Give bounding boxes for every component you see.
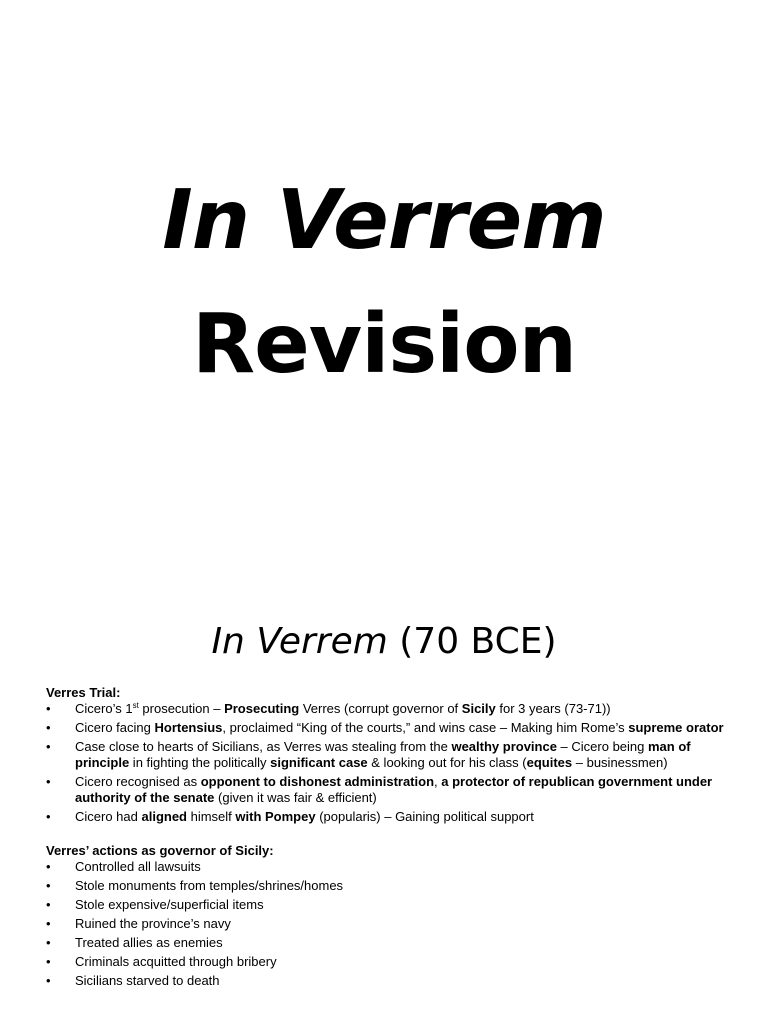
bullet-icon: • xyxy=(46,973,51,988)
bullet-icon: • xyxy=(46,859,51,874)
list-item-text: Treated allies as enemies xyxy=(75,935,223,950)
list-item xyxy=(46,916,736,932)
slide-body xyxy=(46,685,736,992)
bold-run: Hortensius xyxy=(154,720,223,735)
text-run: Cicero facing xyxy=(75,720,155,735)
bold-run: aligned xyxy=(141,809,187,824)
text-run: Case close to hearts of Sicilians, as Verres was stealing from the xyxy=(75,739,452,754)
text-run: (popularis) – Gaining political support xyxy=(315,809,534,824)
text-run: & looking out for his class ( xyxy=(367,755,527,770)
bold-run: wealthy province xyxy=(451,739,557,754)
list-item-text: Sicilians starved to death xyxy=(75,973,220,988)
bullet-icon: • xyxy=(46,720,51,735)
text-run: in fighting the politically xyxy=(129,755,271,770)
bullet-icon: • xyxy=(46,809,51,824)
list-item-text: Controlled all lawsuits xyxy=(75,859,201,874)
list-item-text: Stole monuments from temples/shrines/homes xyxy=(75,878,344,893)
bullet-icon: • xyxy=(46,897,51,912)
trial-bullet-list xyxy=(46,701,736,825)
slide-heading-date: (70 BCE) xyxy=(387,621,557,662)
section-title-trial: Verres Trial: xyxy=(46,685,121,700)
bullet-icon: • xyxy=(46,916,51,931)
trial-bullet-1 xyxy=(46,701,736,717)
list-item xyxy=(46,973,736,989)
text-run: , xyxy=(434,774,442,789)
bullet-icon: • xyxy=(46,739,51,754)
bullet-icon: • xyxy=(46,935,51,950)
title-line-2: Revision xyxy=(192,297,576,392)
bold-run: opponent to dishonest administration xyxy=(200,774,435,789)
text-run: – businessmen) xyxy=(572,755,668,770)
slide-heading xyxy=(0,621,768,662)
list-item xyxy=(46,954,736,970)
trial-bullet-3 xyxy=(46,739,736,771)
list-item xyxy=(46,878,736,894)
actions-bullet-list xyxy=(46,859,736,989)
list-item-text: Stole expensive/superficial items xyxy=(75,897,264,912)
text-run: Cicero’s 1 xyxy=(75,701,133,716)
trial-bullet-5 xyxy=(46,809,736,825)
bullet-icon: • xyxy=(46,774,51,789)
text-run: (given it was fair & efficient) xyxy=(214,790,377,805)
bold-run: Sicily xyxy=(461,701,496,716)
list-item xyxy=(46,859,736,875)
text-run: Cicero recognised as xyxy=(75,774,201,789)
text-run: – Cicero being xyxy=(556,739,648,754)
bold-run: a protector of republican government under authority of the senate xyxy=(75,774,713,805)
text-run: , proclaimed “King of the courts,” and wins case – Making him Rome’s xyxy=(222,720,629,735)
list-item-text: Ruined the province’s navy xyxy=(75,916,231,931)
section-title-actions: Verres’ actions as governor of Sicily: xyxy=(46,843,274,858)
bullet-icon: • xyxy=(46,701,51,716)
trial-bullet-4 xyxy=(46,774,736,806)
bold-run: supreme orator xyxy=(628,720,724,735)
slide-heading-italic: In Verrem xyxy=(211,621,388,662)
bold-run: significant case xyxy=(270,755,368,770)
list-item xyxy=(46,897,736,913)
text-run: himself xyxy=(187,809,236,824)
bold-run: with Pompey xyxy=(235,809,316,824)
trial-bullet-2 xyxy=(46,720,736,736)
text-run: for 3 years (73-71)) xyxy=(495,701,611,716)
bold-run: equites xyxy=(526,755,573,770)
text-run: Verres (corrupt governor of xyxy=(299,701,462,716)
bold-run: man of principle xyxy=(75,739,691,770)
text-run: prosecution – xyxy=(138,701,225,716)
content-slide xyxy=(0,590,768,1024)
bold-run: Prosecuting xyxy=(224,701,300,716)
bullet-icon: • xyxy=(46,954,51,969)
list-item-text: Criminals acquitted through bribery xyxy=(75,954,277,969)
superscript: st xyxy=(132,701,139,710)
text-run: Cicero had xyxy=(75,809,142,824)
bullet-icon: • xyxy=(46,878,51,893)
list-item xyxy=(46,935,736,951)
title-line-1: In Verrem xyxy=(162,173,606,268)
